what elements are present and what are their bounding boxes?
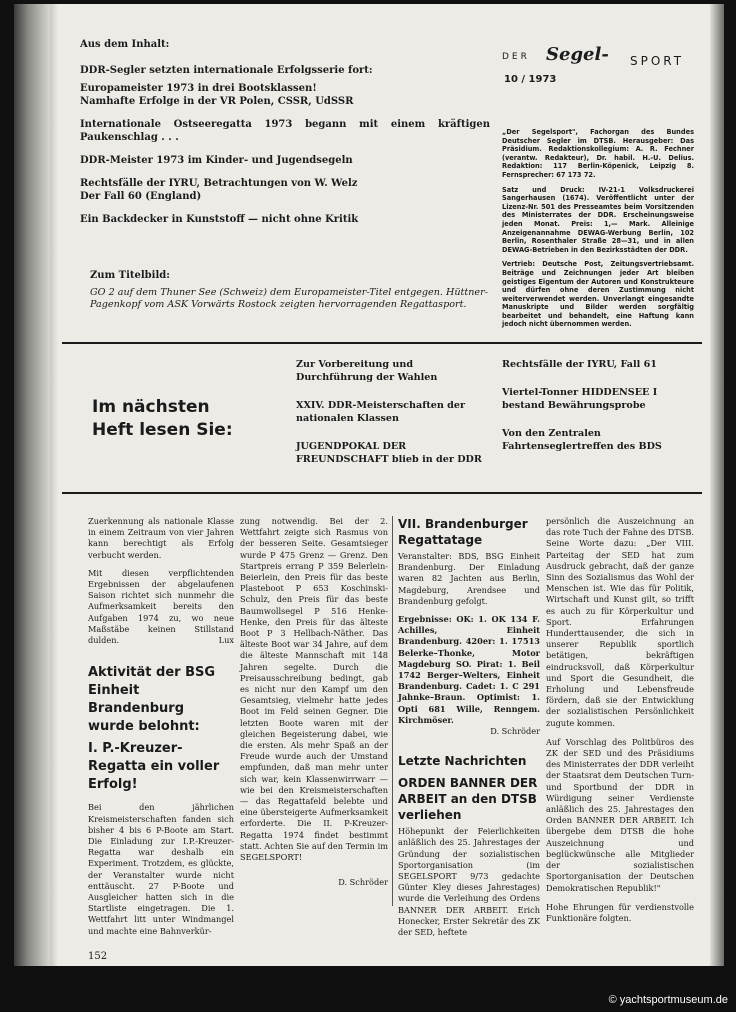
table-of-contents — [80, 38, 490, 226]
divider — [62, 492, 702, 494]
toc-item: DDR-Meister 1973 im Kinder- und Jugendsegeln — [80, 155, 353, 166]
masthead-der: DER — [502, 52, 530, 62]
article-heading: I. P.-Kreuzer-Regatta ein voller Erfolg! — [88, 741, 220, 793]
masthead — [500, 44, 715, 94]
magazine-page — [14, 4, 724, 966]
toc-item: Der Fall 60 (England) — [80, 191, 202, 202]
page-number: 152 — [88, 950, 108, 962]
imprint: „Der Segelsport", Fachorgan des Bundes Deutscher Segler im DTSB. Herausgeber: Das Präsidium. Redaktionskollegium: A. R. Fechner (verantw. Redakteur), Dr. habil. H.-U. Delius. Redaktion: 117 Berlin-Köpenick, Leipzig 8. Fernsprecher: 67 173 72. Satz und Druck: IV-21-1 Volksdruckerei Sangerhausen (1674). Veröffentlicht unter der Lizenz-Nr. 501 des Presseamtes beim Vorsitzenden des Ministerrates der DDR. Erscheinungsweise jeden Monat. Preis: 1,— Mark. Alleinige Anzeigenannahme DEWAG-Werbung Berlin, 102 Berlin, Rosenthaler Straße 28—31, und in allen DEWAG-Betrieben in den Bezirksstädten der DDR. Vertrieb: Deutsche Post, Zeitungsvertriebsamt. Beiträge und Zeichnungen jeder Art bleiben geistiges Eigentum der Autoren und Konstrukteure und dürfen ohne deren Zustimmung nicht weiterverwendet werden. Unverlangt eingesandte Manuskripte und Bilder werden sorgfältig bearbeitet und behandelt, eine Haftung kann jedoch nicht übernommen werden. — [502, 128, 694, 329]
author: D. Schröder — [338, 877, 388, 888]
cover-heading: Zum Titelbild: — [90, 270, 170, 281]
masthead-segel: Segel- — [546, 44, 609, 65]
issue-number: 10 / 1973 — [504, 74, 557, 85]
toc-heading: Aus dem Inhalt: — [80, 39, 170, 50]
author: D. Schröder — [490, 726, 540, 737]
article-column-4: persönlich die Auszeichnung an das rote Tuch der Fahne des DTSB. Seine Worte dazu: „Der VIII. Parteitag der SED hat zum Ausdruck gebracht, daß der ganze Sinn des Sozialismus das Wohl der Menschen ist. Wie das für Politik, Wirtschaft und Kunst gilt, so trifft es auch zu für Körperkultur und Sport. Erfahrungen Hunderttausender, die sich in unserer Republik sportlich betätigen, bekräftigen eindrucksvoll, daß Körperkultur und Sport die Gesundheit, die Erholung und Lebensfreude fördern, daß sie der Entwicklung der sozialistischen Persönlichkeit zugute kommen. Auf Vorschlag des Politbüros des ZK der SED und des Präsidiums des Ministerrates der DDR verleiht der Staatsrat dem Deutschen Turn- und Sportbund der DDR in Würdigung seiner Verdienste anläßlich des 25. Jahrestages den Orden BANNER DER ARBEIT. Ich übergebe dem DTSB die hohe Auszeichnung und beglückwünsche alle Mitglieder der sozialistischen Sportorganisation der Deutschen Demokratischen Republik!" Hohe Ehrungen für verdienstvolle Funktionäre folgten. — [546, 516, 694, 923]
toc-item: Rechtsfälle der IYRU, Betrachtungen von W. Welz — [80, 178, 358, 189]
divider — [62, 342, 702, 344]
article-column-2: zung notwendig. Bei der 2. Wettfahrt zeigte sich Rasmus von der besseren Seite. Gesamtsieger wurde P 475 Grenz — Grenz. Den Startpreis errang P 359 Belerlein-Beierlein, den Preis für das beste Plasteboot P 653 Koschinski-Schulz, den Preis für das beste Baumwollsegel P 516 Henke-Henke, den Preis für das älteste Boot P 3 Hellbach-Näther. Das älteste Boot war 34 Jahre, auf dem die älteste Mannschaft mit 148 Jahren segelte. Durch die Preisausschreibung bedingt, gab es nicht nur den Kampf um den Gesamtsieg, vielmehr hatte jedes Boot im Feld seinen Gegner. Die letzten Boote waren mit der gleichen Begeisterung dabei, wie die ersten. Als mehr Spaß an der Freude wurde auch der Umstand empfunden, daß man mehr unter sich war, kein Klassenwirrwarr — wie bei den Kreismeisterschaften — das Regattafeld belebte und eine übersteigerte Aufmerksamkeit erforderte. Die II. P-Kreuzer-Regatta 1974 findet bestimmt statt. Achten Sie auf den Termin im SEGELSPORT! D. Schröder — [240, 516, 388, 888]
article-column-1: Zuerkennung als nationale Klasse in einem Zeitraum von vier Jahren kann berechtigt als Erfolg verbucht werden. Mit diesen verpflichtenden Ergebnissen der abgelaufenen Saison richtet sich nunmehr die Aufmerksamkeit bereits den Aufgaben 1974 zu, wo neue Maßstäbe keinen Stillstand dulden. Lux Aktivität der BSG Einheit Brandenburg wurde belohnt: I. P.-Kreuzer-Regatta ein voller Erfolg! Bei den jährlichen Kreismeisterschaften fanden sich bisher 4 bis 6 P-Boote am Start. Die Einladung zur I.P.-Kreuzer-Regatta war deshalb ein Experiment. Trotzdem, es glückte, der Veranstalter wurde nicht enttäuscht. 27 P-Boote und Ausgleicher hatten sich in die Startliste eingetragen. Die 1. Wettfahrt litt unter Windmangel und machte eine Bahnverkür- 152 — [88, 516, 234, 962]
toc-item: Europameister 1973 in drei Bootsklassen! — [80, 83, 317, 94]
masthead-sport: SPORT — [630, 54, 685, 68]
news-headline: ORDEN BANNER DER ARBEIT an den DTSB verliehen — [398, 776, 538, 823]
intro-author: Lux — [218, 635, 234, 646]
toc-item: Ein Backdecker in Kunststoff — nicht ohne Kritik — [80, 214, 359, 225]
toc-item: Namhafte Erfolge in der VR Polen, CSSR, UdSSR — [80, 96, 354, 107]
next-issue-col2: Rechtsfälle der IYRU, Fall 61 Viertel-Tonner HIDDENSEE I bestand Bewährungsprobe Von den Zentralen Fahrtenseglertreffen des BDS — [502, 359, 662, 452]
article-heading: Aktivität der BSG Einheit Brandenburg wurde belohnt: — [88, 665, 216, 735]
toc-item: DDR-Segler setzten internationale Erfolgsserie fort: — [80, 65, 373, 76]
book-spine — [14, 4, 50, 966]
toc-item: Internationale Ostseeregatta 1973 begann mit einem kräftigen Paukenschlag . . . — [80, 119, 490, 143]
news-heading: Letzte Nachrichten — [398, 754, 527, 769]
article-heading: VII. Brandenburger Regattatage — [398, 517, 528, 547]
next-issue-heading: Im nächsten Heft lesen Sie: — [92, 397, 233, 440]
page-edge — [710, 4, 724, 966]
copyright-credit: © yachtsportmuseum.de — [608, 994, 728, 1006]
next-issue-col1: Zur Vorbereitung und Durchführung der Wahlen XXIV. DDR-Meisterschaften der nationalen Klassen JUGENDPOKAL DER FREUNDSCHAFT blieb in der DDR — [296, 359, 482, 465]
cover-text: GO 2 auf dem Thuner See (Schweiz) dem Europameister-Titel entgegen. Hüttner-Pagenkopf vom ASK Vorwärts Rostock zeigten hervorragenden Regattasport. — [90, 287, 488, 310]
cover-note — [90, 270, 490, 311]
article-column-3: VII. Brandenburger Regattatage Veranstalter: BDS, BSG Einheit Brandenburg. Der Einladung waren 82 Jachten aus Berlin, Magdeburg, Arendsee und Brandenburg gefolgt. Ergebnisse: OK: 1. OK 134 F. Achilles, Einheit Brandenburg. 420er: 1. 17513 Belerke–Thonke, Motor Magdeburg SO. Pirat: 1. Beil 1742 Berger–Welters, Einheit Brandenburg. Cadet: 1. C 291 Jahnke–Braun. Optimist: 1. Opti 681 Wille, Renngem. Kirchmöser. D. Schröder Letzte Nachrichten ORDEN BANNER DER ARBEIT an den DTSB verliehen Höhepunkt der Feierlichkeiten anläßlich des 25. Jahrestages der Gründung der sozialistischen Sportorganisation (im SEGELSPORT 9/73 gedachte Günter Kley dieses Jahrestages) wurde die Verleihung des Ordens BANNER DER ARBEIT. Erich Honecker, Erster Sekretär des ZK der SED, heftete — [398, 517, 540, 938]
